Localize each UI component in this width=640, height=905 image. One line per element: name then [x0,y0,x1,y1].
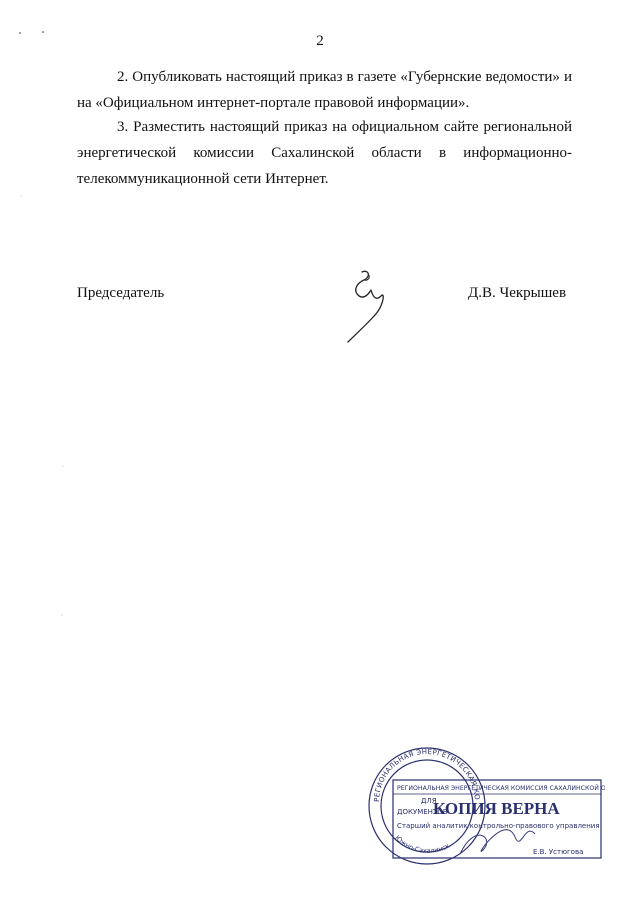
box-header-text: РЕГИОНАЛЬНАЯ ЭНЕРГЕТИЧЕСКАЯ КОМИССИЯ САХАЛИНСКОЙ О [397,785,605,792]
position-text: Старший аналитик контрольно-правового управления [397,822,600,830]
paragraph-2-line-2: на «Официальном интернет-портале правовой информации». [77,95,470,111]
signatory-name: Д.В. Чекрышев [468,285,567,301]
stamp-graphic [365,742,605,867]
signatory-title: Председатель [77,285,165,301]
kopiya-verna-text: КОПИЯ ВЕРНА [433,799,560,818]
stamp-scribble [460,830,535,854]
paragraph-3-line-2: энергетической комиссии Сахалинской области в информационно- [77,145,572,161]
certification-stamp [365,742,605,867]
page-number: 2 [316,33,324,49]
round-seal-text: РЕГИОНАЛЬНАЯ ЭНЕРГЕТИЧЕСКАЯ КО [372,747,482,803]
dokumentov-label: ДОКУМЕНТОВ [397,808,448,816]
dlya-label: ДЛЯ [421,797,437,805]
paragraph-3-line-1: 3. Разместить настоящий приказ на официальном сайте региональной [117,119,572,135]
signer-text: Е.В. Устюгова [533,848,584,856]
paragraph-2-line-1: 2. Опубликовать настоящий приказ в газете «Губернские ведомости» и [117,69,572,85]
paragraph-3-line-3: телекоммуникационной сети Интернет. [77,171,329,187]
round-seal-city: Южно-Сахалинск [393,833,451,855]
